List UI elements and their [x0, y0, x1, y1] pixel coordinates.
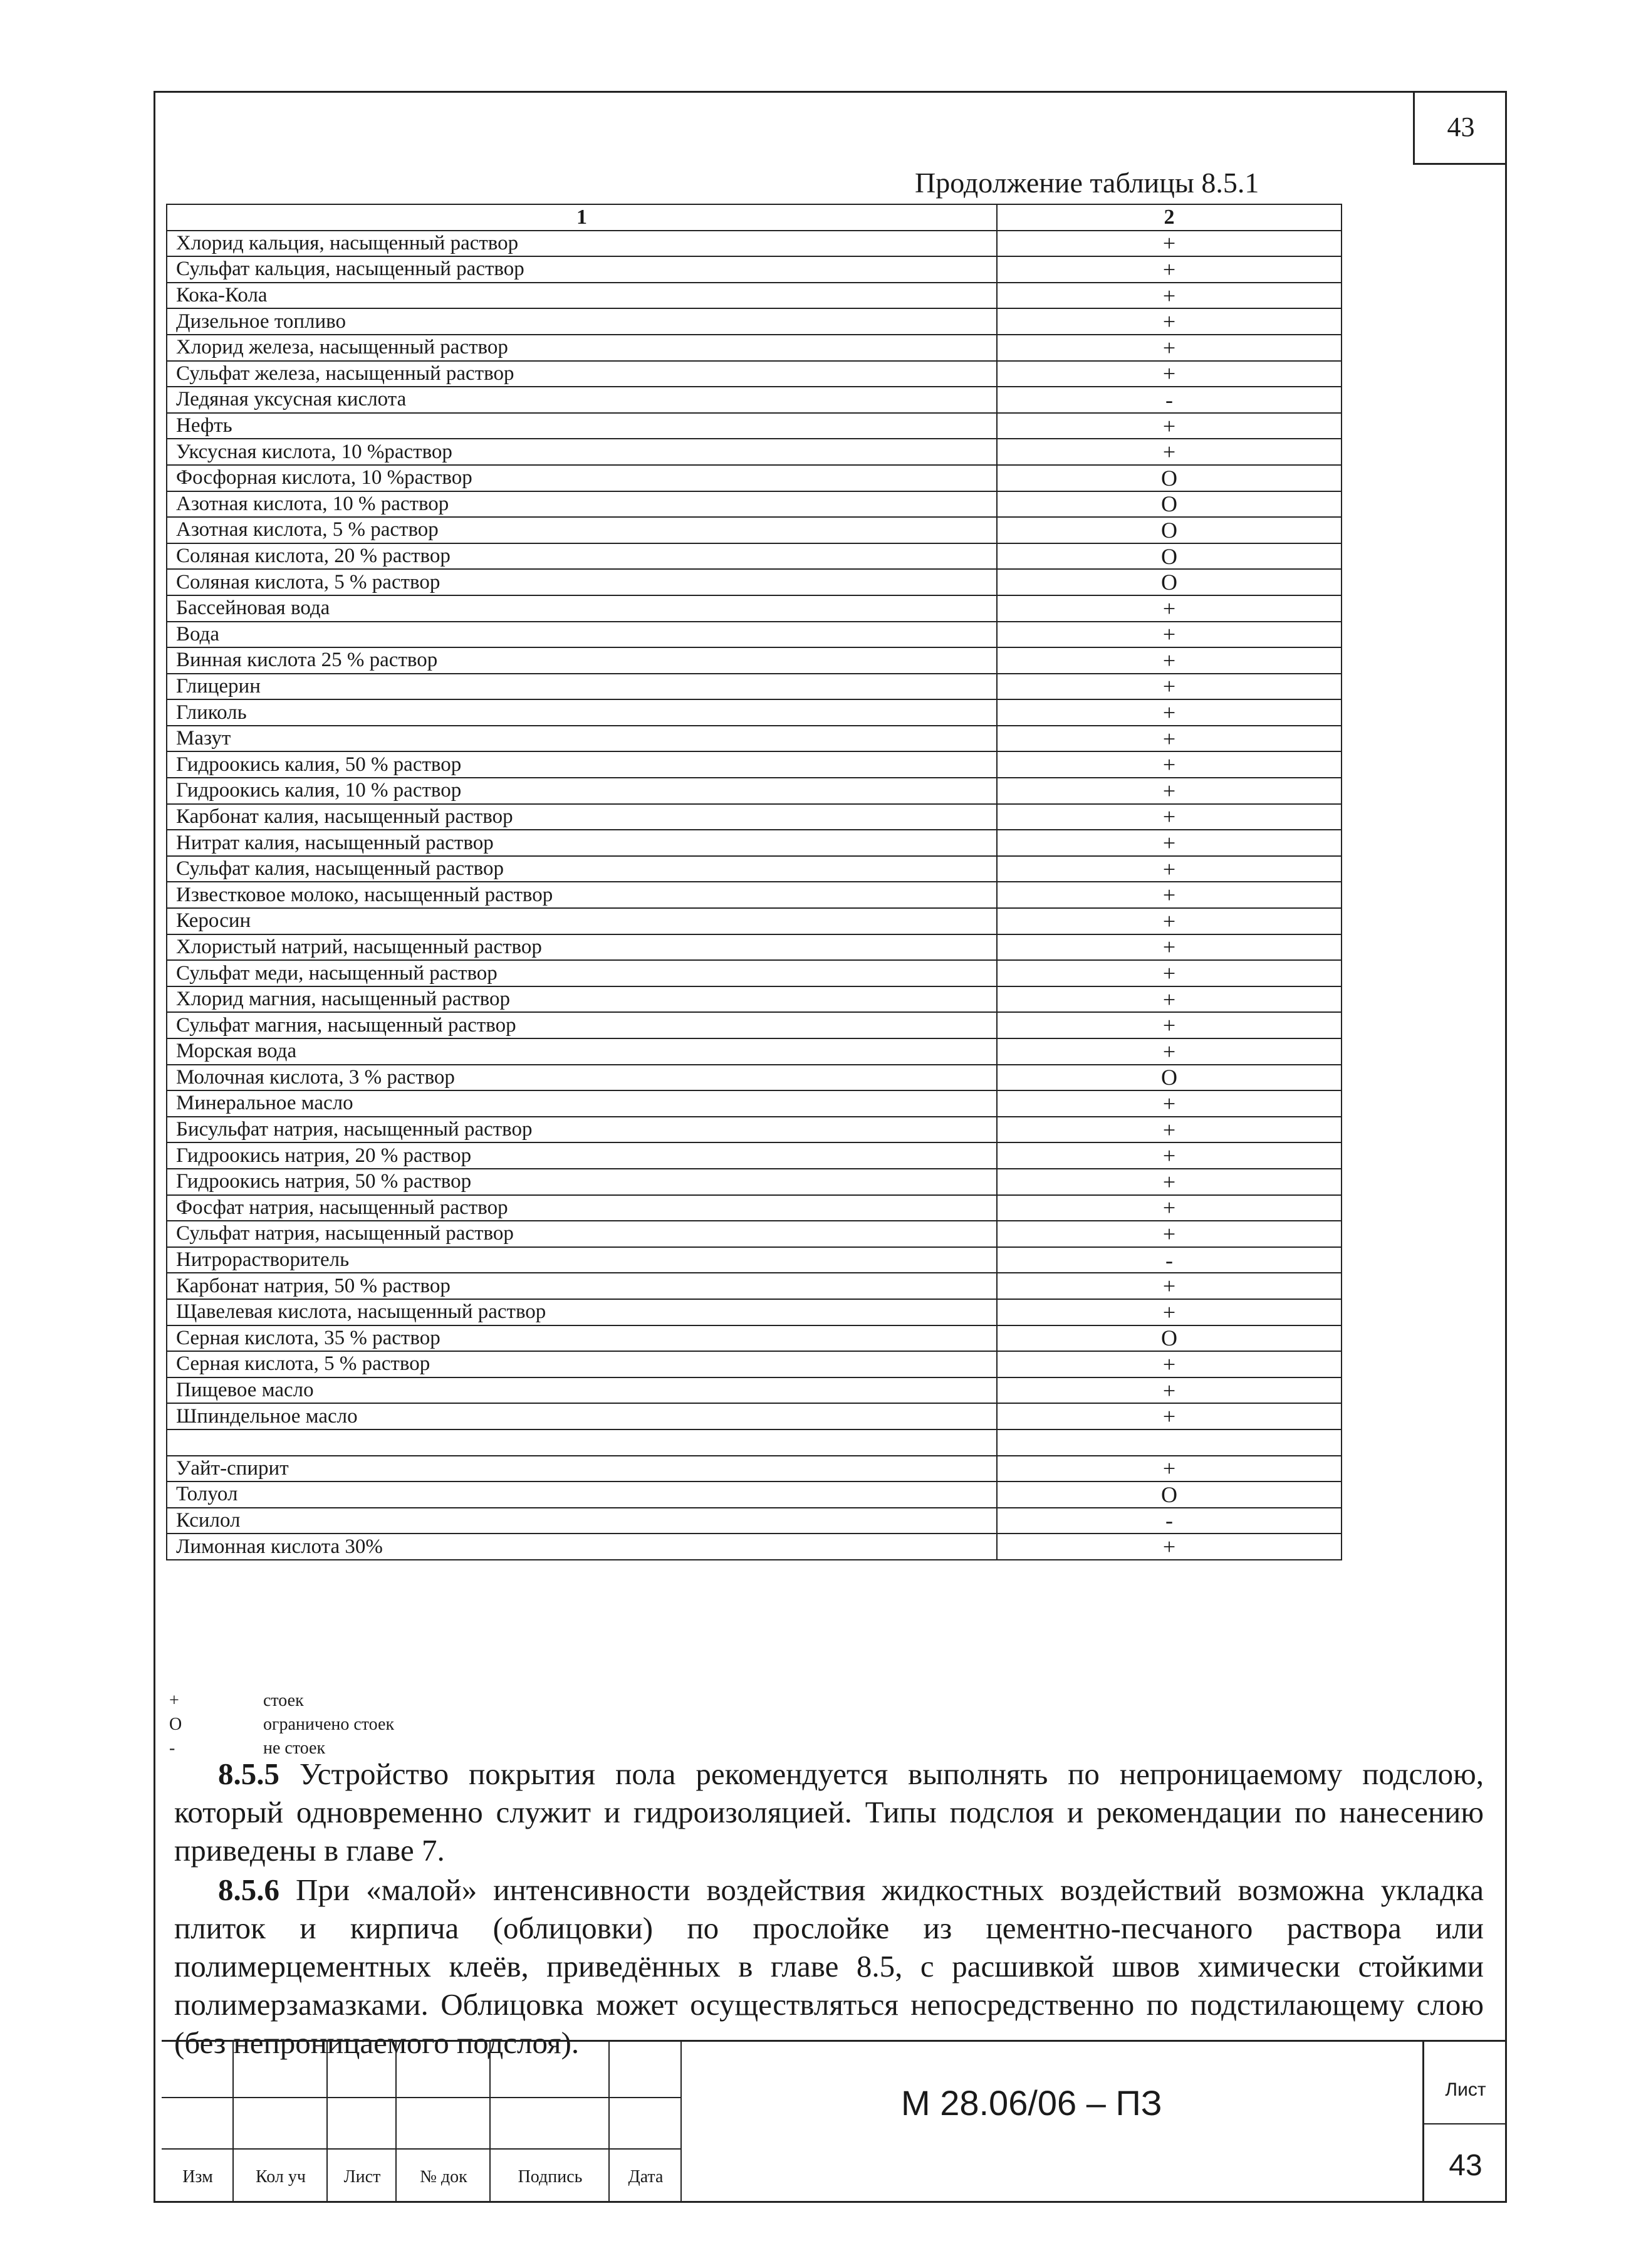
resistance-cell: +	[997, 1195, 1342, 1221]
table-row	[167, 1429, 1342, 1456]
substance-cell: Серная кислота, 35 % раствор	[167, 1325, 997, 1352]
resistance-cell: +	[997, 1117, 1342, 1143]
substance-cell: Щавелевая кислота, насыщенный раствор	[167, 1299, 997, 1325]
substance-cell: Сульфат магния, насыщенный раствор	[167, 1012, 997, 1038]
substance-cell: Толуол	[167, 1482, 997, 1508]
table-row	[167, 856, 1342, 882]
col-label-list: Лист	[343, 2167, 381, 2187]
table-row	[167, 1038, 1342, 1065]
header-cell-2: 2	[997, 204, 1342, 231]
substance-cell: Глицерин	[167, 674, 997, 700]
table-row	[167, 361, 1342, 387]
table-row	[167, 1403, 1342, 1429]
legend-symbol: O	[169, 1715, 182, 1734]
resistance-cell: +	[997, 830, 1342, 856]
resistance-cell: O	[997, 1065, 1342, 1091]
header-cell-1: 1	[167, 204, 997, 231]
resistance-cell: +	[997, 1534, 1342, 1560]
table-row	[167, 1195, 1342, 1221]
table-row	[167, 1247, 1342, 1273]
table-row	[167, 1142, 1342, 1169]
table-row	[167, 308, 1342, 335]
paragraph-8-5-6: 8.5.6 При «малой» интенсивности воздействия жидкостных воздействий возможна укладка плиток и кирпича (облицовки) по прослойке из цементно-песчаного раствора или полимерцементных клеёв, приведённых в главе 8.5, с расшивкой швов химически стойкими полимерзамазками. Облицовка может осуществляться непосредственно по подстилающему слою (без непроницаемого подслоя).	[174, 1873, 1484, 2060]
table-caption: Продолжение таблицы 8.5.1	[915, 167, 1259, 199]
title-block	[162, 2040, 1507, 2203]
resistance-cell: +	[997, 934, 1342, 961]
resistance-cell: +	[997, 283, 1342, 309]
resistance-cell: +	[997, 882, 1342, 908]
resistance-cell: +	[997, 335, 1342, 361]
table-row	[167, 908, 1342, 934]
substance-cell: Дизельное топливо	[167, 308, 997, 335]
substance-cell: Азотная кислота, 10 % раствор	[167, 491, 997, 518]
resistance-cell: +	[997, 908, 1342, 934]
substance-cell: Азотная кислота, 5 % раствор	[167, 517, 997, 543]
title-block-column	[1352, 2042, 1424, 2203]
table-row	[167, 1117, 1342, 1143]
substance-cell: Уайт-спирит	[167, 1456, 997, 1482]
chemical-resistance-table	[166, 204, 1342, 1560]
table-row	[167, 595, 1342, 622]
table-row	[167, 674, 1342, 700]
resistance-cell: O	[997, 1482, 1342, 1508]
sheet-label: Лист	[1445, 2079, 1486, 2100]
substance-cell: Кока-Кола	[167, 283, 997, 309]
resistance-cell: +	[997, 699, 1342, 726]
substance-cell: Серная кислота, 5 % раствор	[167, 1351, 997, 1377]
table-row	[167, 491, 1342, 518]
resistance-cell: +	[997, 1090, 1342, 1117]
table-row	[167, 543, 1342, 570]
legend-item	[169, 1713, 394, 1737]
substance-cell: Вода	[167, 622, 997, 648]
table-row	[167, 699, 1342, 726]
resistance-cell: +	[997, 647, 1342, 674]
sheet-number: 43	[1449, 2149, 1482, 2182]
resistance-cell: O	[997, 1325, 1342, 1352]
col-label-signature: Подпись	[518, 2167, 583, 2187]
table-row	[167, 622, 1342, 648]
table-row	[167, 439, 1342, 465]
resistance-cell: +	[997, 1403, 1342, 1429]
substance-cell: Гидроокись калия, 50 % раствор	[167, 751, 997, 778]
substance-cell: Лимонная кислота 30%	[167, 1534, 997, 1560]
table-row	[167, 726, 1342, 752]
resistance-cell: +	[997, 1456, 1342, 1482]
substance-cell: Ледяная уксусная кислота	[167, 387, 997, 413]
legend	[169, 1689, 394, 1760]
substance-cell: Сульфат кальция, насыщенный раствор	[167, 256, 997, 283]
col-label-kol-uch: Кол уч	[256, 2167, 306, 2187]
substance-cell: Сульфат калия, насыщенный раствор	[167, 856, 997, 882]
substance-cell	[167, 1429, 997, 1456]
legend-text: стоек	[263, 1691, 304, 1710]
substance-cell: Соляная кислота, 5 % раствор	[167, 569, 997, 595]
resistance-cell: +	[997, 308, 1342, 335]
resistance-cell: +	[997, 1038, 1342, 1065]
resistance-cell: O	[997, 517, 1342, 543]
resistance-cell: +	[997, 1299, 1342, 1325]
substance-cell: Известковое молоко, насыщенный раствор	[167, 882, 997, 908]
resistance-cell: +	[997, 751, 1342, 778]
substance-cell: Карбонат калия, насыщенный раствор	[167, 804, 997, 830]
resistance-cell: +	[997, 726, 1342, 752]
table-row	[167, 647, 1342, 674]
substance-cell: Сульфат железа, насыщенный раствор	[167, 361, 997, 387]
table-row	[167, 335, 1342, 361]
substance-cell: Хлористый натрий, насыщенный раствор	[167, 934, 997, 961]
substance-cell: Пищевое масло	[167, 1377, 997, 1404]
table-row	[167, 1299, 1342, 1325]
table-row	[167, 1065, 1342, 1091]
resistance-cell: +	[997, 595, 1342, 622]
col-label-doc-no: № док	[420, 2167, 467, 2187]
substance-cell: Сульфат меди, насыщенный раствор	[167, 960, 997, 986]
resistance-cell: +	[997, 804, 1342, 830]
document-code: М 28.06/06 – ПЗ	[901, 2083, 1162, 2123]
resistance-cell: O	[997, 543, 1342, 570]
substance-cell: Морская вода	[167, 1038, 997, 1065]
substance-cell: Минеральное масло	[167, 1090, 997, 1117]
legend-item	[169, 1689, 394, 1713]
substance-cell: Гидроокись натрия, 50 % раствор	[167, 1169, 997, 1195]
table-row	[167, 387, 1342, 413]
page-number: 43	[1413, 91, 1507, 165]
substance-cell: Хлорид железа, насыщенный раствор	[167, 335, 997, 361]
substance-cell: Нефть	[167, 413, 997, 439]
legend-symbol: -	[169, 1738, 175, 1758]
resistance-cell: +	[997, 856, 1342, 882]
substance-cell: Хлорид кальция, насыщенный раствор	[167, 231, 997, 257]
table-row	[167, 465, 1342, 491]
resistance-cell: +	[997, 1351, 1342, 1377]
table-row	[167, 804, 1342, 830]
resistance-cell: +	[997, 1012, 1342, 1038]
legend-symbol: +	[169, 1691, 179, 1710]
resistance-cell: +	[997, 1221, 1342, 1247]
table-row	[167, 1090, 1342, 1117]
resistance-cell: +	[997, 256, 1342, 283]
table-row	[167, 1534, 1342, 1560]
table-row	[167, 1221, 1342, 1247]
substance-cell: Бисульфат натрия, насыщенный раствор	[167, 1117, 997, 1143]
table-row	[167, 1325, 1342, 1352]
col-label-date: Дата	[628, 2167, 664, 2187]
substance-cell: Ксилол	[167, 1508, 997, 1534]
resistance-cell: +	[997, 986, 1342, 1013]
table-row	[167, 413, 1342, 439]
resistance-cell: O	[997, 491, 1342, 518]
table-row	[167, 1169, 1342, 1195]
resistance-cell: +	[997, 413, 1342, 439]
substance-cell: Фосфат натрия, насыщенный раствор	[167, 1195, 997, 1221]
legend-text: ограничено стоек	[263, 1715, 395, 1734]
resistance-cell: +	[997, 674, 1342, 700]
resistance-cell	[997, 1429, 1342, 1456]
resistance-cell: +	[997, 361, 1342, 387]
table-row	[167, 256, 1342, 283]
substance-cell: Карбонат натрия, 50 % раствор	[167, 1273, 997, 1299]
substance-cell: Керосин	[167, 908, 997, 934]
col-label-izm: Изм	[182, 2167, 213, 2187]
resistance-cell: +	[997, 778, 1342, 804]
table-row	[167, 778, 1342, 804]
table-row	[167, 751, 1342, 778]
resistance-cell: -	[997, 1247, 1342, 1273]
table-row	[167, 934, 1342, 961]
table-row	[167, 1456, 1342, 1482]
table-row	[167, 1482, 1342, 1508]
resistance-cell: O	[997, 465, 1342, 491]
substance-cell: Фосфорная кислота, 10 %раствор	[167, 465, 997, 491]
resistance-cell: +	[997, 1273, 1342, 1299]
substance-cell: Уксусная кислота, 10 %раствор	[167, 439, 997, 465]
substance-cell: Соляная кислота, 20 % раствор	[167, 543, 997, 570]
table-row	[167, 986, 1342, 1013]
resistance-cell: +	[997, 622, 1342, 648]
table-row	[167, 569, 1342, 595]
substance-cell: Сульфат натрия, насыщенный раствор	[167, 1221, 997, 1247]
substance-cell: Шпиндельное масло	[167, 1403, 997, 1429]
resistance-cell: +	[997, 1142, 1342, 1169]
resistance-cell: +	[997, 231, 1342, 257]
table-row	[167, 882, 1342, 908]
table-row	[167, 830, 1342, 856]
table-row	[167, 960, 1342, 986]
resistance-cell: +	[997, 1169, 1342, 1195]
table-row	[167, 1377, 1342, 1404]
substance-cell: Гидроокись калия, 10 % раствор	[167, 778, 997, 804]
resistance-cell: -	[997, 1508, 1342, 1534]
table-row	[167, 1508, 1342, 1534]
substance-cell: Нитрорастворитель	[167, 1247, 997, 1273]
substance-cell: Гидроокись натрия, 20 % раствор	[167, 1142, 997, 1169]
table-row	[167, 517, 1342, 543]
resistance-cell: +	[997, 1377, 1342, 1404]
substance-cell: Бассейновая вода	[167, 595, 997, 622]
substance-cell: Молочная кислота, 3 % раствор	[167, 1065, 997, 1091]
title-block-rule	[1424, 2123, 1507, 2124]
table-row	[167, 283, 1342, 309]
legend-text: не стоек	[263, 1738, 326, 1758]
resistance-cell: +	[997, 439, 1342, 465]
substance-cell: Винная кислота 25 % раствор	[167, 647, 997, 674]
resistance-cell: O	[997, 569, 1342, 595]
substance-cell: Нитрат калия, насыщенный раствор	[167, 830, 997, 856]
table-row	[167, 1012, 1342, 1038]
resistance-cell: -	[997, 387, 1342, 413]
table-row	[167, 1273, 1342, 1299]
substance-cell: Мазут	[167, 726, 997, 752]
table-row	[167, 1351, 1342, 1377]
substance-cell: Гликоль	[167, 699, 997, 726]
substance-cell: Хлорид магния, насыщенный раствор	[167, 986, 997, 1013]
resistance-cell: +	[997, 960, 1342, 986]
paragraph-8-5-5: 8.5.5 Устройство покрытия пола рекомендуется выполнять по непроницаемому подслою, который одновременно служит и гидроизоляцией. Типы подслоя и рекомендации по нанесению приведены в главе 7.	[174, 1757, 1484, 1868]
table-header-row	[167, 204, 1342, 231]
table-row	[167, 231, 1342, 257]
